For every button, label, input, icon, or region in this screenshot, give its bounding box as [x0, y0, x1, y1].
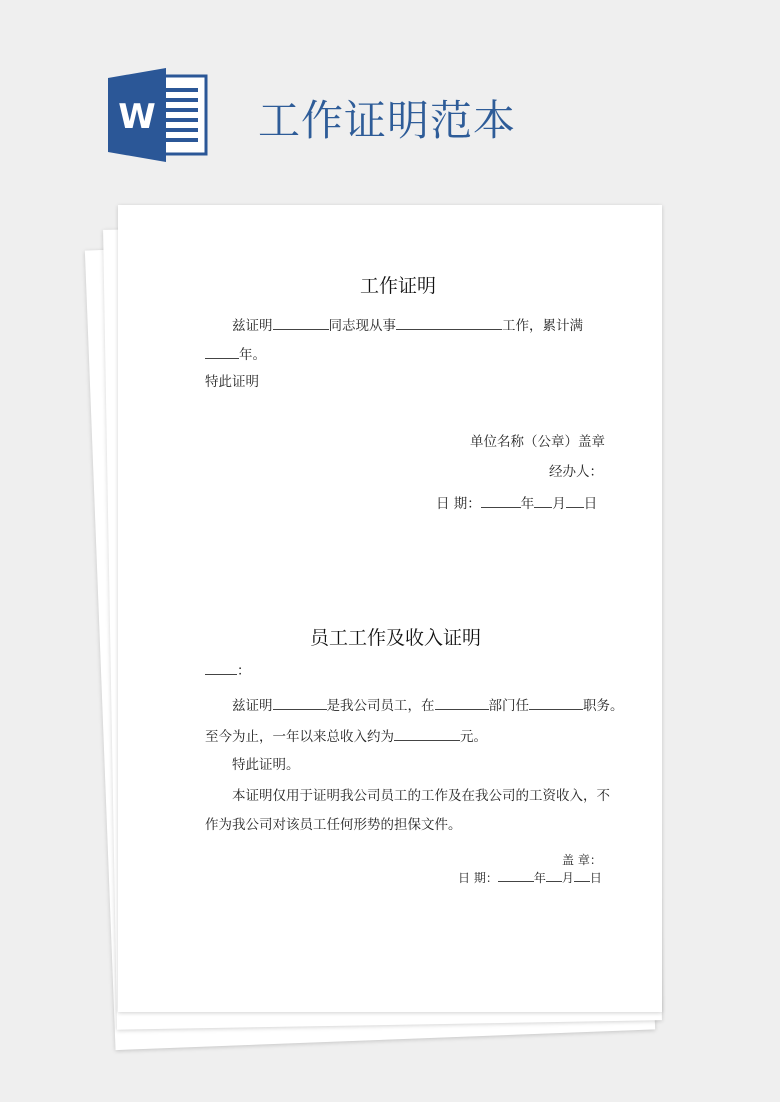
cert2-seal: 盖 章： — [562, 853, 602, 867]
text: 职务。 — [583, 698, 624, 714]
text: 月 — [552, 496, 566, 512]
text: 是我公司员工，在 — [326, 698, 435, 714]
text: ： — [237, 663, 251, 679]
blank-line — [205, 663, 237, 675]
text: 部门任 — [488, 698, 529, 714]
text: 年。 — [239, 347, 266, 363]
cert2-line5: 作为我公司对该员工任何形势的担保文件。 — [205, 817, 462, 833]
cert2-title: 员工工作及收入证明 — [310, 627, 482, 649]
text: 月 — [561, 871, 574, 885]
word-logo-icon — [108, 68, 208, 162]
cert2-salutation — [205, 663, 251, 679]
cert1-title: 工作证明 — [360, 275, 437, 297]
cert1-line2 — [205, 347, 266, 363]
cert1-unit: 单位名称（公章）盖章 — [470, 434, 605, 450]
text: 至今为止，一年以来总收入约为 — [205, 729, 394, 745]
cert1-line3: 特此证明 — [205, 374, 259, 390]
blank-line — [529, 698, 583, 710]
blank-line — [546, 870, 562, 882]
text: 兹证明 — [232, 698, 273, 714]
blank-line — [435, 698, 489, 710]
blank-line — [534, 496, 552, 508]
page-title: 工作证明范本 — [258, 96, 517, 145]
blank-line — [394, 729, 460, 741]
blank-line — [396, 318, 502, 330]
blank-line — [273, 698, 327, 710]
text: 元。 — [460, 729, 487, 745]
cert2-line3: 特此证明。 — [232, 757, 300, 773]
text: 年 — [533, 871, 546, 885]
cert2-line4: 本证明仅用于证明我公司员工的工作及在我公司的工资收入，不 — [232, 788, 610, 804]
cert1-date — [436, 496, 597, 512]
document-page — [118, 205, 662, 1012]
text: 日 期： — [458, 871, 498, 885]
text: 年 — [520, 496, 535, 512]
text: 兹证明 — [232, 318, 273, 334]
word-logo-letter: W — [118, 97, 156, 137]
blank-line — [205, 347, 239, 359]
text: 工作，累计满 — [502, 318, 583, 334]
text: 日 期： — [436, 496, 481, 512]
cert1-line1 — [232, 318, 583, 334]
cert2-line2 — [205, 729, 487, 745]
blank-line — [273, 318, 329, 330]
blank-line — [481, 496, 521, 508]
blank-line — [574, 870, 590, 882]
cert1-handler: 经办人： — [549, 464, 603, 480]
cert2-line1 — [232, 698, 624, 714]
text: 日 — [583, 496, 598, 512]
blank-line — [498, 870, 534, 882]
text: 日 — [589, 871, 602, 885]
text: 同志现从事 — [328, 318, 396, 334]
cert2-date — [458, 870, 602, 884]
blank-line — [566, 496, 584, 508]
